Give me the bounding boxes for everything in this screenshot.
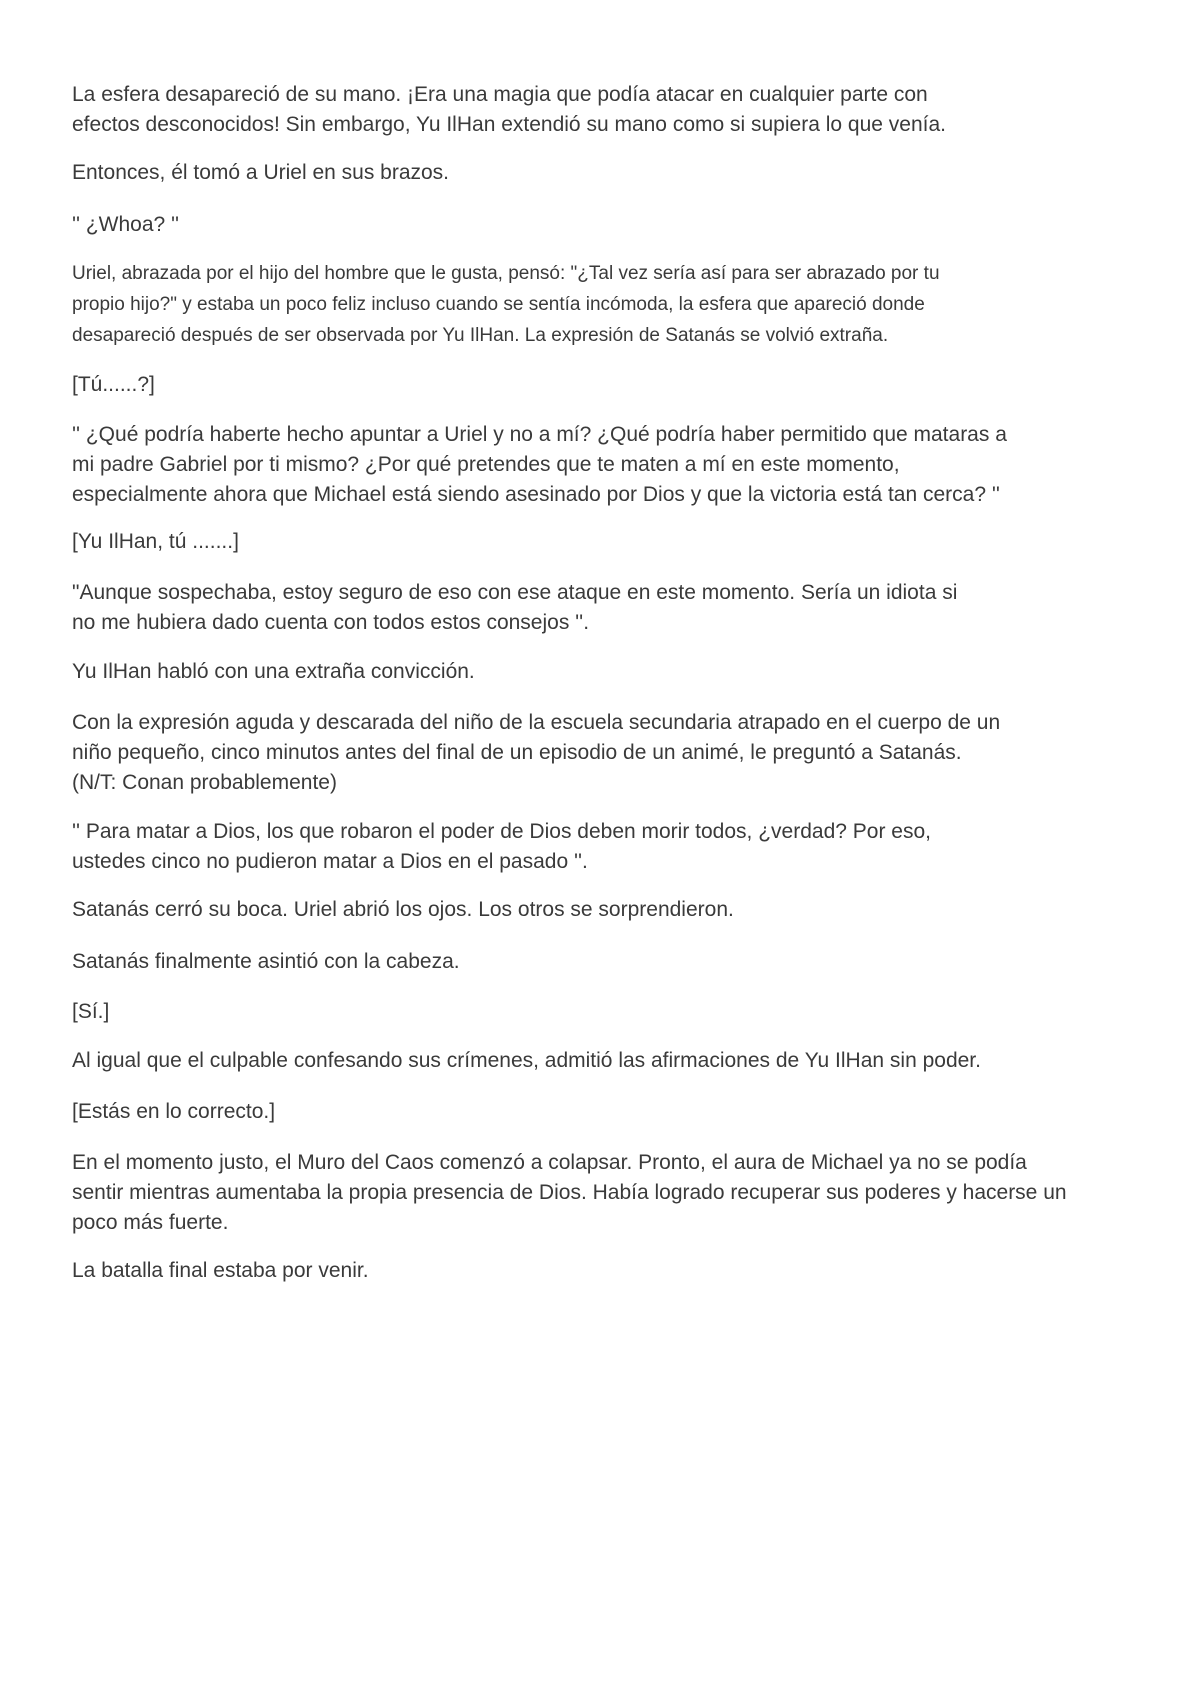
- text-line: [Sí.]: [72, 1000, 110, 1023]
- text-line: [Estás en lo correcto.]: [72, 1100, 276, 1123]
- text-line: Uriel, abrazada por el hijo del hombre que le gusta, pensó: "¿Tal vez sería así para ser abrazado por tu: [72, 263, 940, 284]
- text-line: (N/T: Conan probablemente): [72, 771, 337, 794]
- text-line: En el momento justo, el Muro del Caos comenzó a colapsar. Pronto, el aura de Michael ya no se podía: [72, 1151, 1027, 1174]
- paragraph-15: [72, 1046, 981, 1076]
- paragraph-7: [72, 527, 239, 557]
- text-line: desapareció después de ser observada por Yu IlHan. La expresión de Satanás se volvió extraña.: [72, 325, 889, 346]
- paragraph-10: [72, 708, 1000, 798]
- text-line: ustedes cinco no pudieron matar a Dios en el pasado ''.: [72, 850, 588, 873]
- text-line: La esfera desapareció de su mano. ¡Era una magia que podía atacar en cualquier parte con: [72, 83, 928, 106]
- text-line: '' ¿Qué podría haberte hecho apuntar a Uriel y no a mí? ¿Qué podría haber permitido que mataras a: [72, 423, 1007, 446]
- paragraph-9: [72, 657, 475, 687]
- text-line: Entonces, él tomó a Uriel en sus brazos.: [72, 161, 450, 184]
- text-line: mi padre Gabriel por ti mismo? ¿Por qué pretendes que te maten a mí en este momento,: [72, 453, 900, 476]
- paragraph-11: [72, 817, 931, 877]
- paragraph-8: [72, 578, 957, 638]
- text-line: propio hijo?" y estaba un poco feliz incluso cuando se sentía incómoda, la esfera que apareció donde: [72, 294, 925, 315]
- text-line: sentir mientras aumentaba la propia presencia de Dios. Había logrado recuperar sus poderes y hacerse un: [72, 1181, 1067, 1204]
- text-line: efectos desconocidos! Sin embargo, Yu IlHan extendió su mano como si supiera lo que venía.: [72, 113, 946, 136]
- text-line: [Tú......?]: [72, 373, 155, 396]
- text-line: especialmente ahora que Michael está siendo asesinado por Dios y que la victoria está tan cerca? '': [72, 483, 1000, 506]
- text-line: Al igual que el culpable confesando sus crímenes, admitió las afirmaciones de Yu IlHan sin poder.: [72, 1049, 981, 1072]
- text-line: Con la expresión aguda y descarada del niño de la escuela secundaria atrapado en el cuerpo de un: [72, 711, 1001, 734]
- text-line: '' Para matar a Dios, los que robaron el poder de Dios deben morir todos, ¿verdad? Por eso,: [72, 820, 931, 843]
- text-line: [Yu IlHan, tú .......]: [72, 530, 239, 553]
- text-line: La batalla final estaba por venir.: [72, 1259, 369, 1282]
- paragraph-6: [72, 420, 1007, 510]
- text-line: Satanás finalmente asintió con la cabeza.: [72, 950, 460, 973]
- paragraph-13: [72, 947, 460, 977]
- text-line: no me hubiera dado cuenta con todos estos consejos ''.: [72, 611, 590, 634]
- paragraph-14: [72, 997, 109, 1027]
- paragraph-4: [72, 258, 940, 351]
- text-line: poco más fuerte.: [72, 1211, 229, 1234]
- text-line: Yu IlHan habló con una extraña convicción.: [72, 660, 475, 683]
- paragraph-18: [72, 1256, 369, 1286]
- text-line: Satanás cerró su boca. Uriel abrió los ojos. Los otros se sorprendieron.: [72, 898, 734, 921]
- paragraph-5: [72, 370, 155, 400]
- paragraph-1: [72, 80, 946, 140]
- text-line: '' ¿Whoa? '': [72, 213, 180, 236]
- paragraph-17: [72, 1148, 1067, 1238]
- paragraph-16: [72, 1097, 275, 1127]
- paragraph-3: [72, 210, 179, 240]
- paragraph-2: [72, 158, 449, 188]
- text-line: "Aunque sospechaba, estoy seguro de eso con ese ataque en este momento. Sería un idiota si: [72, 581, 958, 604]
- paragraph-12: [72, 895, 734, 925]
- text-line: niño pequeño, cinco minutos antes del final de un episodio de un animé, le preguntó a Satanás.: [72, 741, 962, 764]
